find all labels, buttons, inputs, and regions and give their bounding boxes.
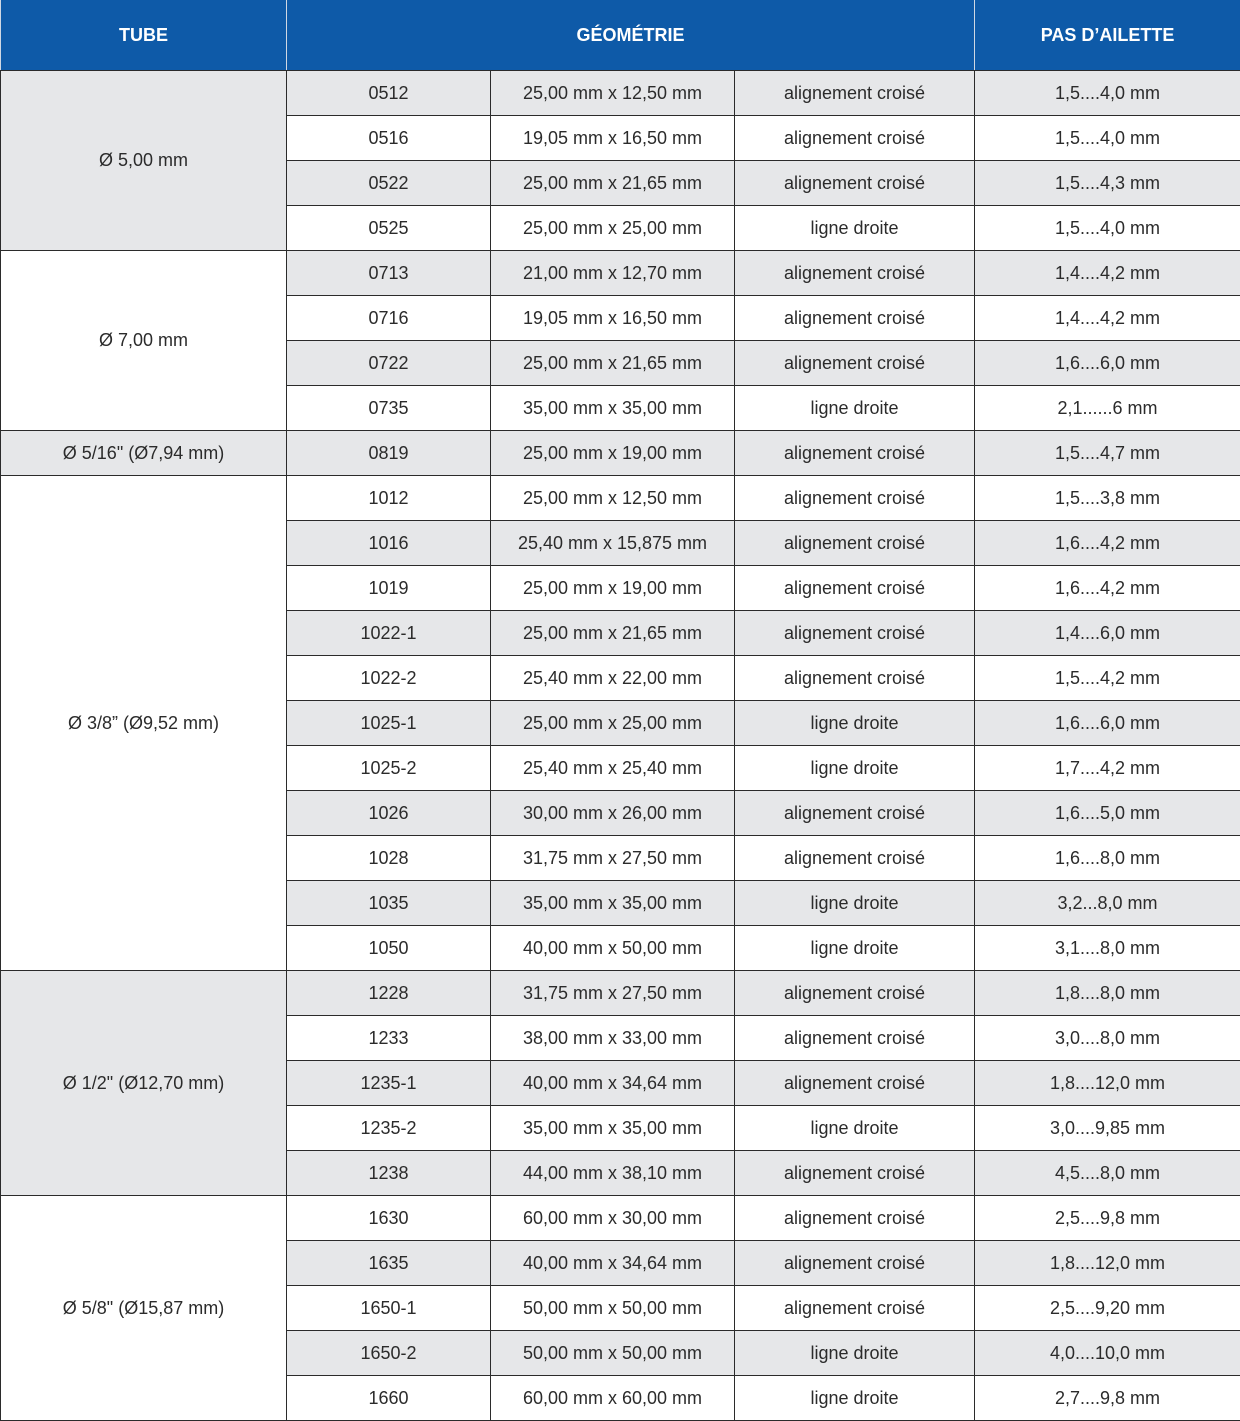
dimensions-cell: 25,00 mm x 25,00 mm: [491, 206, 735, 251]
arrangement-cell: ligne droite: [735, 206, 975, 251]
dimensions-cell: 25,00 mm x 19,00 mm: [491, 566, 735, 611]
dimensions-cell: 60,00 mm x 60,00 mm: [491, 1376, 735, 1421]
table-row: [1, 251, 1240, 296]
arrangement-cell: alignement croisé: [735, 251, 975, 296]
geometry-code-cell: 0516: [287, 116, 491, 161]
fin-pitch-cell: 1,8....12,0 mm: [975, 1241, 1240, 1286]
dimensions-cell: 25,00 mm x 19,00 mm: [491, 431, 735, 476]
geometry-code-cell: 1012: [287, 476, 491, 521]
dimensions-cell: 21,00 mm x 12,70 mm: [491, 251, 735, 296]
arrangement-cell: alignement croisé: [735, 521, 975, 566]
fin-pitch-cell: 1,4....6,0 mm: [975, 611, 1240, 656]
geometry-code-cell: 1026: [287, 791, 491, 836]
fin-pitch-cell: 1,4....4,2 mm: [975, 251, 1240, 296]
fin-pitch-cell: 2,5....9,20 mm: [975, 1286, 1240, 1331]
fin-pitch-cell: 1,6....4,2 mm: [975, 566, 1240, 611]
table-row: [1, 971, 1240, 1016]
geometry-code-cell: 0735: [287, 386, 491, 431]
arrangement-cell: ligne droite: [735, 746, 975, 791]
arrangement-cell: alignement croisé: [735, 431, 975, 476]
geometry-code-cell: 1235-2: [287, 1106, 491, 1151]
header-tube: TUBE: [1, 0, 287, 71]
table-row: [1, 71, 1240, 116]
arrangement-cell: ligne droite: [735, 881, 975, 926]
dimensions-cell: 44,00 mm x 38,10 mm: [491, 1151, 735, 1196]
dimensions-cell: 31,75 mm x 27,50 mm: [491, 971, 735, 1016]
dimensions-cell: 40,00 mm x 34,64 mm: [491, 1061, 735, 1106]
geometry-code-cell: 1025-2: [287, 746, 491, 791]
dimensions-cell: 25,00 mm x 25,00 mm: [491, 701, 735, 746]
geometry-code-cell: 1660: [287, 1376, 491, 1421]
dimensions-cell: 35,00 mm x 35,00 mm: [491, 881, 735, 926]
arrangement-cell: alignement croisé: [735, 1151, 975, 1196]
dimensions-cell: 50,00 mm x 50,00 mm: [491, 1286, 735, 1331]
fin-pitch-cell: 2,5....9,8 mm: [975, 1196, 1240, 1241]
geometry-code-cell: 0713: [287, 251, 491, 296]
tube-diameter-cell: Ø 5/8" (Ø15,87 mm): [1, 1196, 287, 1421]
dimensions-cell: 35,00 mm x 35,00 mm: [491, 1106, 735, 1151]
fin-pitch-cell: 1,5....4,3 mm: [975, 161, 1240, 206]
geometry-code-cell: 0722: [287, 341, 491, 386]
fin-pitch-cell: 1,5....4,2 mm: [975, 656, 1240, 701]
fin-pitch-cell: 1,4....4,2 mm: [975, 296, 1240, 341]
geometry-code-cell: 0819: [287, 431, 491, 476]
arrangement-cell: alignement croisé: [735, 656, 975, 701]
dimensions-cell: 25,00 mm x 12,50 mm: [491, 71, 735, 116]
fin-pitch-cell: 1,5....4,0 mm: [975, 71, 1240, 116]
arrangement-cell: alignement croisé: [735, 476, 975, 521]
geometry-code-cell: 1228: [287, 971, 491, 1016]
arrangement-cell: ligne droite: [735, 926, 975, 971]
arrangement-cell: ligne droite: [735, 1331, 975, 1376]
geometry-code-cell: 1019: [287, 566, 491, 611]
geometry-code-cell: 0716: [287, 296, 491, 341]
fin-pitch-cell: 4,5....8,0 mm: [975, 1151, 1240, 1196]
fin-pitch-cell: 1,6....6,0 mm: [975, 341, 1240, 386]
arrangement-cell: alignement croisé: [735, 1196, 975, 1241]
fin-pitch-cell: 1,5....4,0 mm: [975, 206, 1240, 251]
dimensions-cell: 38,00 mm x 33,00 mm: [491, 1016, 735, 1061]
geometry-code-cell: 0522: [287, 161, 491, 206]
fin-pitch-cell: 3,0....9,85 mm: [975, 1106, 1240, 1151]
dimensions-cell: 25,00 mm x 21,65 mm: [491, 161, 735, 206]
arrangement-cell: alignement croisé: [735, 566, 975, 611]
fin-pitch-cell: 3,2...8,0 mm: [975, 881, 1240, 926]
geometry-code-cell: 1035: [287, 881, 491, 926]
arrangement-cell: alignement croisé: [735, 71, 975, 116]
fin-pitch-cell: 1,6....4,2 mm: [975, 521, 1240, 566]
tube-diameter-cell: Ø 3/8” (Ø9,52 mm): [1, 476, 287, 971]
dimensions-cell: 25,40 mm x 22,00 mm: [491, 656, 735, 701]
dimensions-cell: 25,40 mm x 15,875 mm: [491, 521, 735, 566]
table-body: [1, 71, 1240, 1421]
geometry-code-cell: 1235-1: [287, 1061, 491, 1106]
fin-pitch-cell: 1,5....3,8 mm: [975, 476, 1240, 521]
arrangement-cell: alignement croisé: [735, 1016, 975, 1061]
header-pas: PAS D’AILETTE: [975, 0, 1240, 71]
geometry-code-cell: 1050: [287, 926, 491, 971]
dimensions-cell: 50,00 mm x 50,00 mm: [491, 1331, 735, 1376]
table-header: [1, 0, 1240, 71]
arrangement-cell: alignement croisé: [735, 296, 975, 341]
arrangement-cell: alignement croisé: [735, 1061, 975, 1106]
geometry-code-cell: 0525: [287, 206, 491, 251]
geometry-code-cell: 0512: [287, 71, 491, 116]
geometry-code-cell: 1016: [287, 521, 491, 566]
arrangement-cell: alignement croisé: [735, 791, 975, 836]
geometry-code-cell: 1025-1: [287, 701, 491, 746]
geometry-code-cell: 1022-1: [287, 611, 491, 656]
arrangement-cell: alignement croisé: [735, 1241, 975, 1286]
fin-pitch-cell: 2,1......6 mm: [975, 386, 1240, 431]
arrangement-cell: alignement croisé: [735, 836, 975, 881]
dimensions-cell: 25,40 mm x 25,40 mm: [491, 746, 735, 791]
arrangement-cell: alignement croisé: [735, 1286, 975, 1331]
geometry-code-cell: 1630: [287, 1196, 491, 1241]
arrangement-cell: ligne droite: [735, 701, 975, 746]
arrangement-cell: ligne droite: [735, 1106, 975, 1151]
fin-pitch-cell: 3,1....8,0 mm: [975, 926, 1240, 971]
table-row: [1, 476, 1240, 521]
geometry-code-cell: 1022-2: [287, 656, 491, 701]
geometry-code-cell: 1028: [287, 836, 491, 881]
dimensions-cell: 60,00 mm x 30,00 mm: [491, 1196, 735, 1241]
dimensions-cell: 19,05 mm x 16,50 mm: [491, 296, 735, 341]
tube-diameter-cell: Ø 1/2" (Ø12,70 mm): [1, 971, 287, 1196]
arrangement-cell: alignement croisé: [735, 116, 975, 161]
fin-pitch-cell: 2,7....9,8 mm: [975, 1376, 1240, 1421]
arrangement-cell: alignement croisé: [735, 341, 975, 386]
header-row: [1, 0, 1240, 71]
tube-diameter-cell: Ø 5/16" (Ø7,94 mm): [1, 431, 287, 476]
dimensions-cell: 40,00 mm x 34,64 mm: [491, 1241, 735, 1286]
dimensions-cell: 19,05 mm x 16,50 mm: [491, 116, 735, 161]
table-row: [1, 1196, 1240, 1241]
tube-diameter-cell: Ø 7,00 mm: [1, 251, 287, 431]
fin-pitch-cell: 1,6....8,0 mm: [975, 836, 1240, 881]
dimensions-cell: 31,75 mm x 27,50 mm: [491, 836, 735, 881]
fin-pitch-cell: 1,8....8,0 mm: [975, 971, 1240, 1016]
arrangement-cell: ligne droite: [735, 386, 975, 431]
tube-diameter-cell: Ø 5,00 mm: [1, 71, 287, 251]
fin-pitch-cell: 3,0....8,0 mm: [975, 1016, 1240, 1061]
arrangement-cell: alignement croisé: [735, 161, 975, 206]
dimensions-cell: 25,00 mm x 21,65 mm: [491, 611, 735, 656]
arrangement-cell: alignement croisé: [735, 611, 975, 656]
geometry-code-cell: 1635: [287, 1241, 491, 1286]
fin-pitch-cell: 1,5....4,0 mm: [975, 116, 1240, 161]
fin-pitch-cell: 1,6....5,0 mm: [975, 791, 1240, 836]
geometry-code-cell: 1650-1: [287, 1286, 491, 1331]
fin-pitch-cell: 4,0....10,0 mm: [975, 1331, 1240, 1376]
dimensions-cell: 25,00 mm x 21,65 mm: [491, 341, 735, 386]
fin-pitch-cell: 1,7....4,2 mm: [975, 746, 1240, 791]
table-row: [1, 431, 1240, 476]
dimensions-cell: 30,00 mm x 26,00 mm: [491, 791, 735, 836]
header-geometrie: GÉOMÉTRIE: [287, 0, 975, 71]
arrangement-cell: ligne droite: [735, 1376, 975, 1421]
dimensions-cell: 40,00 mm x 50,00 mm: [491, 926, 735, 971]
geometry-code-cell: 1233: [287, 1016, 491, 1061]
geometry-code-cell: 1650-2: [287, 1331, 491, 1376]
fin-pitch-cell: 1,6....6,0 mm: [975, 701, 1240, 746]
arrangement-cell: alignement croisé: [735, 971, 975, 1016]
dimensions-cell: 25,00 mm x 12,50 mm: [491, 476, 735, 521]
dimensions-cell: 35,00 mm x 35,00 mm: [491, 386, 735, 431]
fin-pitch-cell: 1,5....4,7 mm: [975, 431, 1240, 476]
geometry-code-cell: 1238: [287, 1151, 491, 1196]
fin-pitch-cell: 1,8....12,0 mm: [975, 1061, 1240, 1106]
